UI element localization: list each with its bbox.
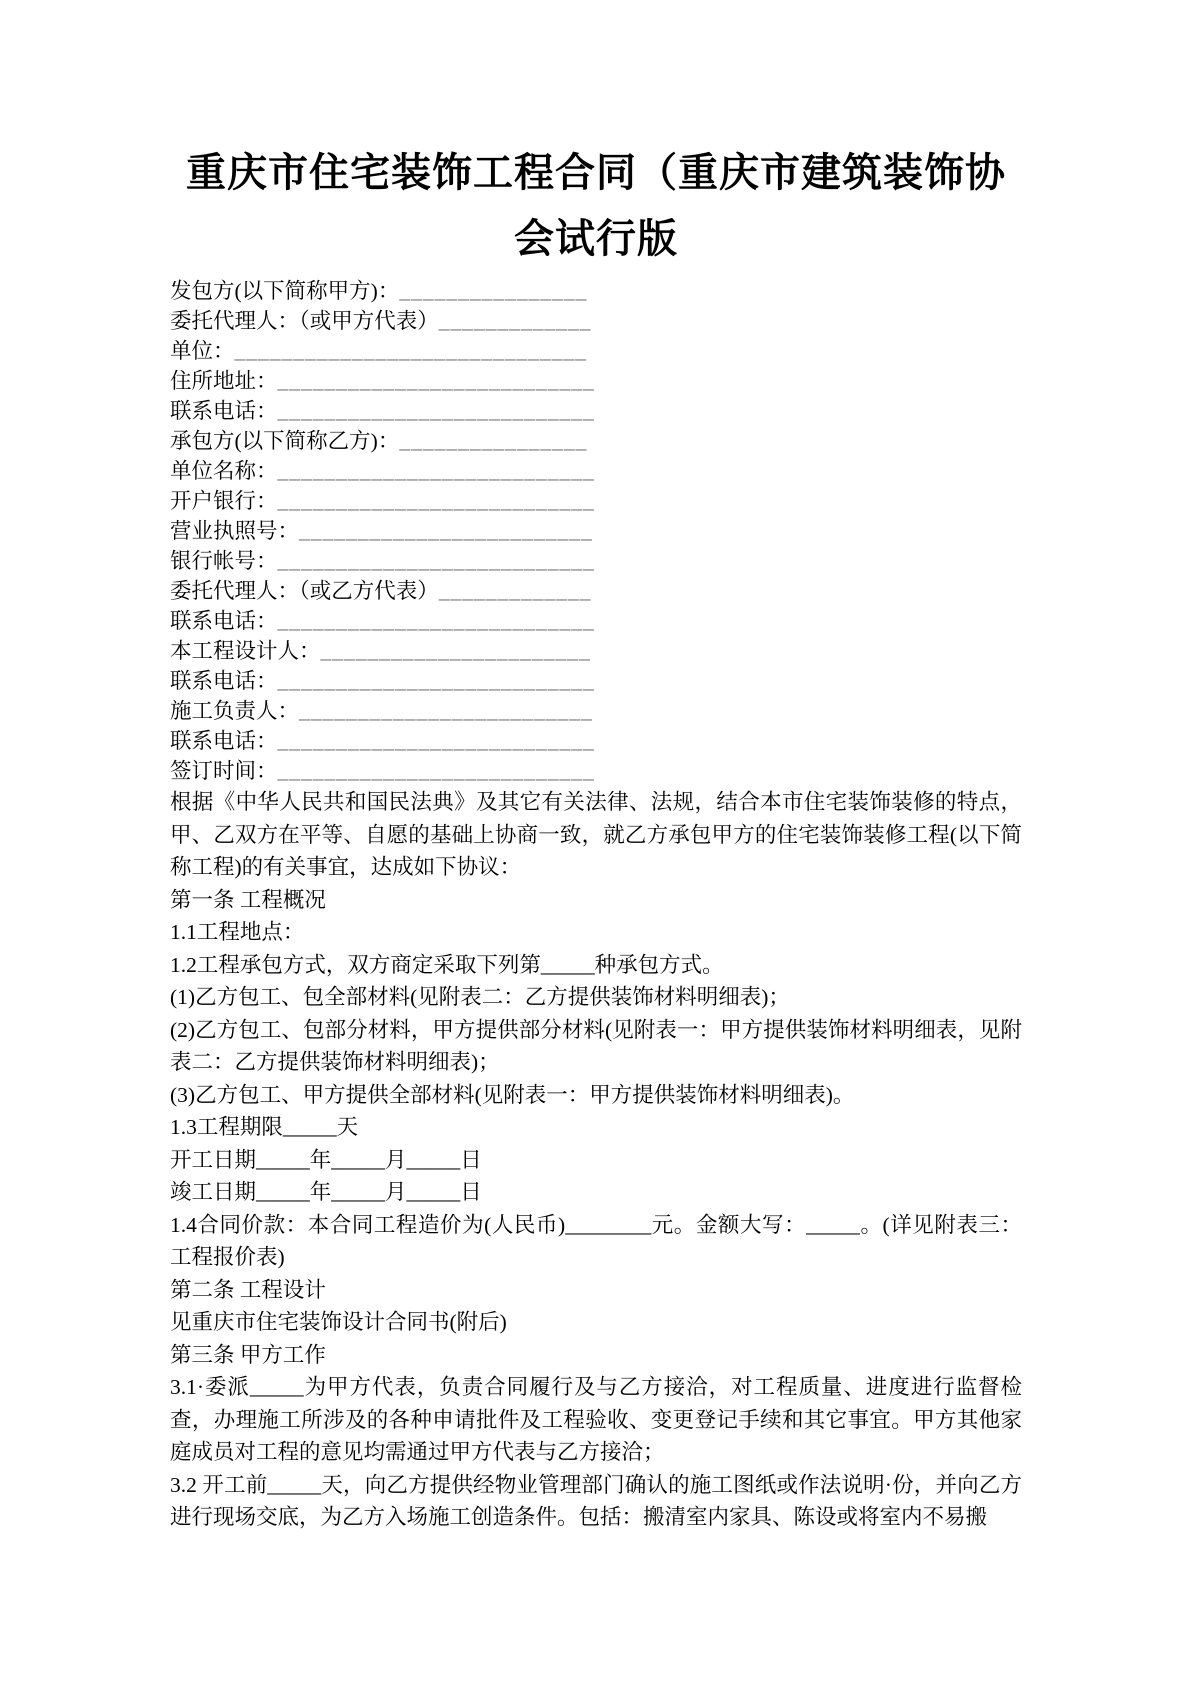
field-label: 住所地址： <box>170 369 278 393</box>
field-blank-line: ___________________________ <box>277 489 595 513</box>
field-row-phone-2 <box>170 606 1022 636</box>
field-label: 单位： <box>170 339 235 363</box>
field-label: 委托代理人：（或乙方代表） <box>170 579 439 603</box>
para-completion-date: 竣工日期_____年_____月_____日 <box>170 1180 482 1204</box>
field-row-employer <box>170 276 1022 306</box>
field-blank-line: ___________________________ <box>277 759 595 783</box>
field-blank-line: ___________________________ <box>277 459 595 483</box>
para-1-4-price: 1.4合同价款：本合同工程造价为(人民币)________元。金额大写：_____。(详见附表三：工程报价表) <box>170 1212 1022 1269</box>
field-row-company-name <box>170 456 1022 486</box>
field-blank-line: _________________________ <box>299 519 593 543</box>
field-row-phone-3 <box>170 666 1022 696</box>
field-blank-line: ___________________________ <box>277 669 595 693</box>
field-label: 联系电话： <box>170 729 278 753</box>
heading-article-1: 第一条 工程概况 <box>170 887 326 912</box>
field-row-designer <box>170 636 1022 666</box>
heading-article-2: 第二条 工程设计 <box>170 1277 326 1302</box>
field-row-construction-lead <box>170 696 1022 726</box>
para-preamble: 根据《中华人民共和国民法典》及其它有关法律、法规，结合本市住宅装饰装修的特点，甲、乙双方在平等、自愿的基础上协商一致，就乙方承包甲方的住宅装饰装修工程(以下简称工程)的有关事宜，达成如下协议： <box>170 790 1022 879</box>
field-label: 委托代理人：（或甲方代表） <box>170 309 439 333</box>
field-row-signing-date <box>170 756 1022 786</box>
field-label: 营业执照号： <box>170 519 300 543</box>
field-label: 银行帐号： <box>170 549 278 573</box>
field-blank-line: ___________________________ <box>277 609 595 633</box>
field-row-unit <box>170 336 1022 366</box>
para-start-date: 开工日期_____年_____月_____日 <box>170 1147 482 1172</box>
field-label: 联系电话： <box>170 669 278 693</box>
field-row-phone-1 <box>170 396 1022 426</box>
field-label: 联系电话： <box>170 609 278 633</box>
para-option-2: (2)乙方包工、包部分材料，甲方提供部分材料(见附表一：甲方提供装饰材料明细表，见附表二：乙方提供装饰材料明细表)； <box>170 1017 1022 1074</box>
para-1-1-location: 1.1工程地点： <box>170 920 305 944</box>
field-blank-line: _______________________ <box>320 639 591 663</box>
para-option-1: (1)乙方包工、包全部材料(见附表二：乙方提供装饰材料明细表)； <box>170 985 790 1009</box>
para-design-contract: 见重庆市住宅装饰设计合同书(附后) <box>170 1310 507 1334</box>
para-1-3-duration: 1.3工程期限_____天 <box>170 1115 359 1139</box>
field-blank-line: _________________________ <box>299 699 593 723</box>
field-row-phone-4 <box>170 726 1022 756</box>
field-label: 开户银行： <box>170 489 278 513</box>
field-label: 承包方(以下简称乙方)： <box>170 429 400 453</box>
field-blank-line: ___________________________ <box>277 369 595 393</box>
field-row-bank <box>170 486 1022 516</box>
heading-article-3: 第三条 甲方工作 <box>170 1342 326 1367</box>
field-label: 单位名称： <box>170 459 278 483</box>
field-label: 联系电话： <box>170 399 278 423</box>
field-label: 本工程设计人： <box>170 639 321 663</box>
field-row-address <box>170 366 1022 396</box>
para-option-3: (3)乙方包工、甲方提供全部材料(见附表一：甲方提供装饰材料明细表)。 <box>170 1082 855 1107</box>
field-label: 签订时间： <box>170 759 278 783</box>
para-3-1: 3.1·委派_____为甲方代表，负责合同履行及与乙方接洽，对工程质量、进度进行监督检查，办理施工所涉及的各种申请批件及工程验收、变更登记手续和其它事宜。甲方其他家庭成员对工程的意见均需通过甲方代表与乙方接洽； <box>170 1375 1022 1464</box>
field-label: 施工负责人： <box>170 699 300 723</box>
field-row-agent-party-a <box>170 306 1022 336</box>
field-row-bank-account <box>170 546 1022 576</box>
field-blank-line: _____________ <box>438 579 592 603</box>
field-blank-line: ___________________________ <box>277 399 595 423</box>
field-label: 发包方(以下简称甲方)： <box>170 279 400 303</box>
field-blank-line: ___________________________ <box>277 549 595 573</box>
title-line-1: 重庆市住宅装饰工程合同（重庆市建筑装饰协 <box>186 150 1006 195</box>
field-blank-line: ________________ <box>399 429 588 453</box>
form-fields <box>170 276 1022 786</box>
field-row-contractor <box>170 426 1022 456</box>
title-line-2: 会试行版 <box>514 216 678 261</box>
field-row-business-license <box>170 516 1022 546</box>
contract-body <box>170 786 1022 1534</box>
para-1-2-contract-mode: 1.2工程承包方式，双方商定采取下列第_____种承包方式。 <box>170 952 724 977</box>
field-blank-line: ______________________________ <box>234 339 588 363</box>
field-blank-line: ___________________________ <box>277 729 595 753</box>
field-blank-line: ________________ <box>399 279 588 303</box>
para-3-2: 3.2 开工前_____天，向乙方提供经物业管理部门确认的施工图纸或作法说明·份，并向乙方进行现场交底，为乙方入场施工创造条件。包括：搬清室内家具、陈设或将室内不易搬 <box>170 1472 1022 1529</box>
document-title <box>170 140 1022 272</box>
field-blank-line: _____________ <box>438 309 592 333</box>
field-row-agent-party-b <box>170 576 1022 606</box>
